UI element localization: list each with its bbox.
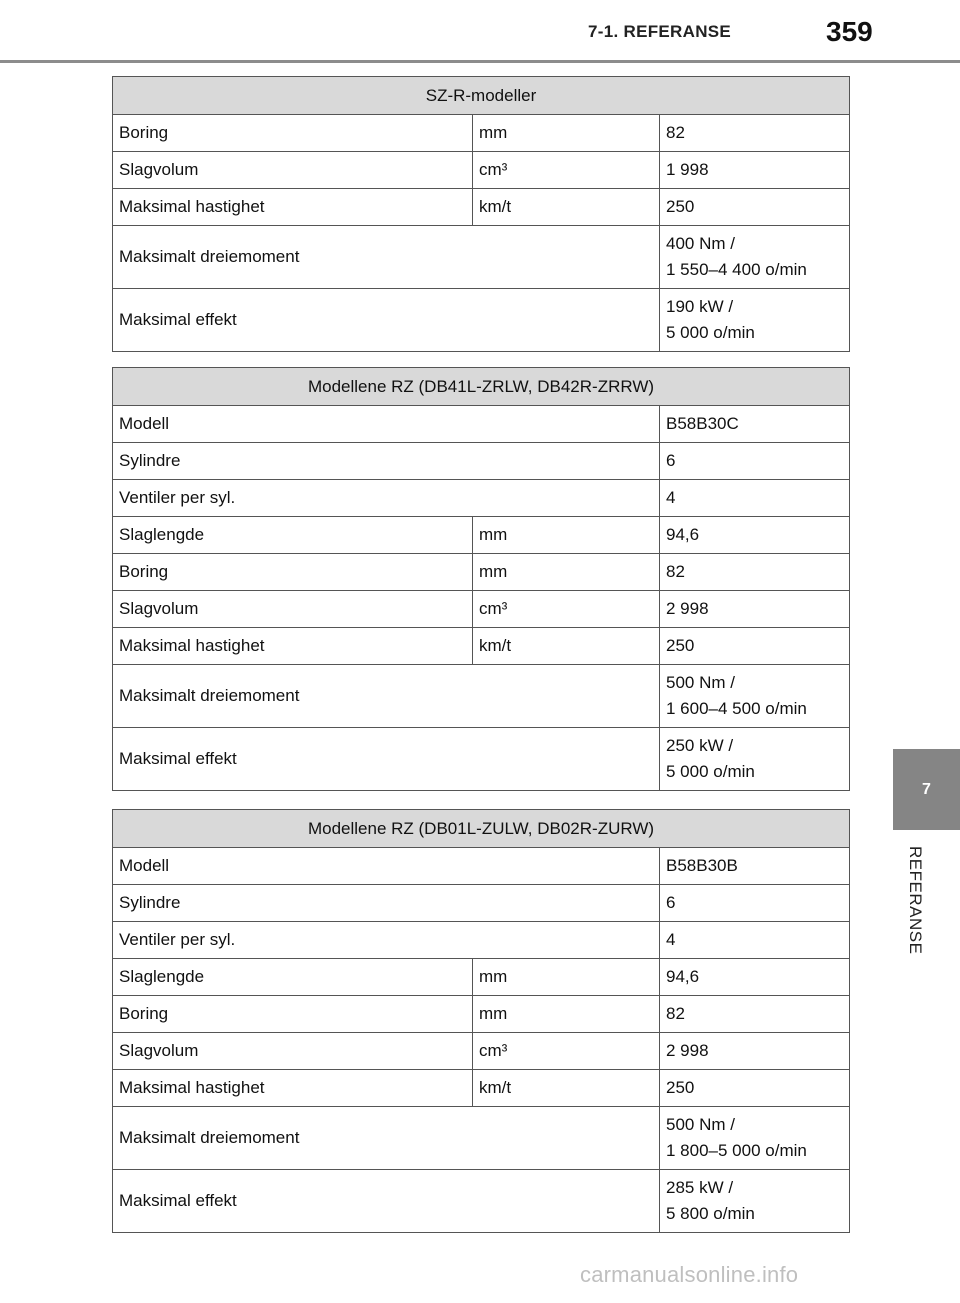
chapter-tab (893, 749, 960, 830)
row-value: 1 998 (660, 152, 850, 189)
row-value: 4 (660, 922, 850, 959)
value-line-2: 5 000 o/min (666, 762, 755, 781)
table-row (113, 996, 850, 1033)
value-line-1: 500 Nm / (666, 673, 735, 692)
row-label: Slagvolum (113, 152, 473, 189)
row-label: Maksimal hastighet (113, 189, 473, 226)
value-line-1: 500 Nm / (666, 1115, 735, 1134)
row-value (660, 289, 850, 352)
table-row (113, 848, 850, 885)
row-value: 2 998 (660, 591, 850, 628)
row-value: 82 (660, 554, 850, 591)
row-label: Slaglengde (113, 517, 473, 554)
row-unit: km/t (473, 189, 660, 226)
row-label: Ventiler per syl. (113, 922, 660, 959)
row-value: 6 (660, 885, 850, 922)
row-label: Boring (113, 115, 473, 152)
row-value (660, 665, 850, 728)
table-row (113, 289, 850, 352)
row-label: Ventiler per syl. (113, 480, 660, 517)
row-value: 6 (660, 443, 850, 480)
table-row (113, 480, 850, 517)
header-rule (0, 60, 960, 63)
table-row (113, 443, 850, 480)
row-label: Maksimal effekt (113, 728, 660, 791)
row-unit: mm (473, 996, 660, 1033)
table-title: Modellene RZ (DB01L-ZULW, DB02R-ZURW) (113, 810, 850, 848)
row-unit: cm³ (473, 591, 660, 628)
row-label: Maksimalt dreiemoment (113, 1107, 660, 1170)
row-value: 250 (660, 1070, 850, 1107)
row-value: 94,6 (660, 517, 850, 554)
table-row (113, 1170, 850, 1233)
row-label: Maksimal hastighet (113, 628, 473, 665)
spec-table-rz-b (112, 809, 850, 1233)
table-row (113, 628, 850, 665)
table-row (113, 591, 850, 628)
row-label: Modell (113, 848, 660, 885)
row-label: Slagvolum (113, 1033, 473, 1070)
row-unit: mm (473, 517, 660, 554)
value-line-2: 5 000 o/min (666, 323, 755, 342)
table-row (113, 665, 850, 728)
table-row (113, 1107, 850, 1170)
row-unit: cm³ (473, 1033, 660, 1070)
row-unit: mm (473, 554, 660, 591)
row-label: Maksimalt dreiemoment (113, 665, 660, 728)
row-label: Maksimal hastighet (113, 1070, 473, 1107)
row-unit: cm³ (473, 152, 660, 189)
table-row (113, 517, 850, 554)
value-line-2: 5 800 o/min (666, 1204, 755, 1223)
row-label: Sylindre (113, 885, 660, 922)
row-value (660, 226, 850, 289)
row-label: Slagvolum (113, 591, 473, 628)
table-row (113, 1033, 850, 1070)
page-number: 359 (826, 16, 873, 47)
row-value: 2 998 (660, 1033, 850, 1070)
chapter-side-label: REFERANSE (906, 846, 925, 955)
value-line-1: 400 Nm / (666, 234, 735, 253)
row-value: B58B30B (660, 848, 850, 885)
spec-table-rz-c (112, 367, 850, 791)
table-row (113, 406, 850, 443)
row-label: Slaglengde (113, 959, 473, 996)
table-row (113, 959, 850, 996)
row-label: Boring (113, 996, 473, 1033)
table-title: Modellene RZ (DB41L-ZRLW, DB42R-ZRRW) (113, 368, 850, 406)
section-header: 7-1. REFERANSE (588, 22, 732, 41)
table-row (113, 922, 850, 959)
row-unit: mm (473, 959, 660, 996)
value-line-2: 1 800–5 000 o/min (666, 1141, 807, 1160)
row-value: 250 (660, 189, 850, 226)
spec-table-sz-r (112, 76, 850, 352)
row-value (660, 728, 850, 791)
value-line-1: 285 kW / (666, 1178, 734, 1197)
value-line-2: 1 550–4 400 o/min (666, 260, 807, 279)
table-row (113, 152, 850, 189)
row-label: Boring (113, 554, 473, 591)
watermark: carmanualsonline.info (580, 1262, 799, 1287)
row-unit: km/t (473, 1070, 660, 1107)
value-line-1: 190 kW / (666, 297, 734, 316)
value-line-1: 250 kW / (666, 736, 734, 755)
chapter-number: 7 (922, 780, 931, 798)
row-value: 4 (660, 480, 850, 517)
row-value: B58B30C (660, 406, 850, 443)
table-row (113, 554, 850, 591)
table-title: SZ-R-modeller (113, 77, 850, 115)
table-row (113, 115, 850, 152)
row-label: Sylindre (113, 443, 660, 480)
table-row (113, 189, 850, 226)
table-row (113, 1070, 850, 1107)
row-label: Maksimal effekt (113, 1170, 660, 1233)
row-value: 94,6 (660, 959, 850, 996)
row-value: 82 (660, 996, 850, 1033)
row-label: Modell (113, 406, 660, 443)
row-label: Maksimal effekt (113, 289, 660, 352)
row-label: Maksimalt dreiemoment (113, 226, 660, 289)
value-line-2: 1 600–4 500 o/min (666, 699, 807, 718)
row-unit: km/t (473, 628, 660, 665)
row-unit: mm (473, 115, 660, 152)
table-row (113, 728, 850, 791)
row-value: 82 (660, 115, 850, 152)
row-value (660, 1170, 850, 1233)
row-value: 250 (660, 628, 850, 665)
table-row (113, 226, 850, 289)
row-value (660, 1107, 850, 1170)
table-row (113, 885, 850, 922)
